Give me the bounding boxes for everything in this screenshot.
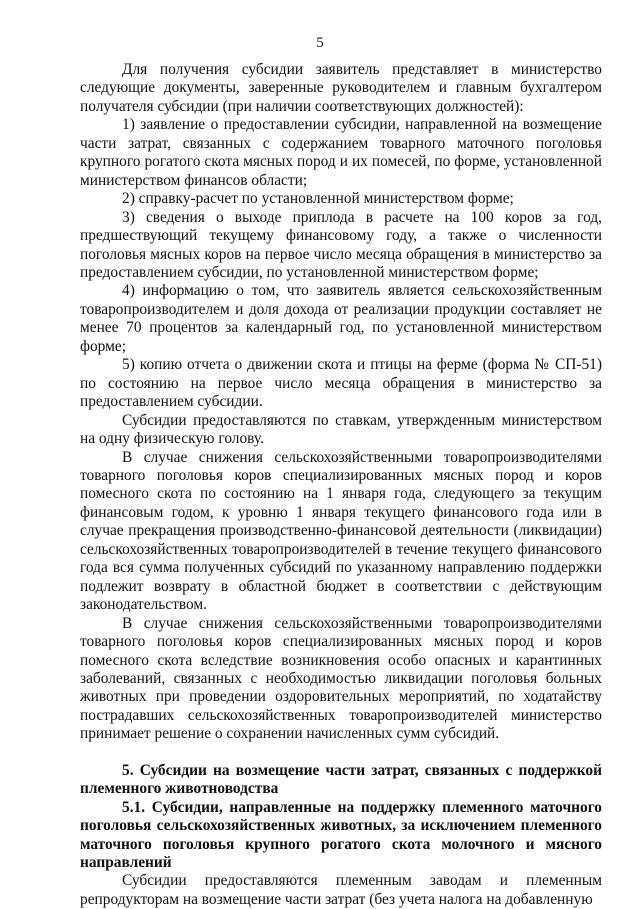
list-item-3: 3) сведения о выходе приплода в расчете на 100 коров за год, предшествующий текущему финансовому году, а также о численности поголовья мясных коров на первое число месяца обращения в министерство за предоставлением субсидии, по установленной министерством форме;	[80, 208, 602, 281]
subsection-heading: 5.1. Субсидии, направленные на поддержку племенного маточного поголовья сельскохозяйственных животных, за исключением племенного маточного поголовья крупного рогатого скота молочного и мясного направлений	[80, 798, 602, 872]
list-item-2: 2) справку-расчет по установленной министерством форме;	[122, 190, 514, 208]
list-item-1: 1) заявление о предоставлении субсидии, направленной на возмещение части затрат, связанных с содержанием товарного маточного поголовья крупного рогатого скота мясных пород и их помесей, по форме, установленной министерством финансов области;	[80, 116, 602, 189]
section-spacer	[80, 744, 602, 762]
paragraph-intro: Для получения субсидии заявитель представляет в министерство следующие документы, заверенные руководителем и главным бухгалтером получателя субсидии (при наличии соответствующих должностей):	[80, 61, 602, 115]
document-body	[80, 61, 602, 909]
list-item-5: 5) копию отчета о движении скота и птицы на ферме (форма № СП-51) по состоянию на первое число месяца обращения в министерство за предоставлением субсидии.	[80, 356, 602, 411]
paragraph-rates: Субсидии предоставляются по ставкам, утвержденным министерством на одну физическую голову.	[80, 411, 602, 448]
list-item-4: 4) информацию о том, что заявитель является сельскохозяйственным товаропроизводителем и доля дохода от реализации продукции составляет не менее 70 процентов за календарный год, по установленной министерством форме;	[80, 282, 602, 355]
paragraph-refund: В случае снижения сельскохозяйственными товаропроизводителями товарного поголовья коров специализированных мясных пород и коров помесного скота по состоянию на 1 января года, следующего за текущим финансовым годом, к уровню 1 января текущего финансового года или в случае прекращения производственно-финансовой деятельности (ликвидации) сельскохозяйственных товаропроизводителей в течение текущего финансового года вся сумма полученных субсидий по указанному направлению поддержки подлежит возврату в областной бюджет в соответствии с действующим законодательством.	[80, 448, 602, 614]
paragraph-final: Субсидии предоставляются племенным заводам и племенным репродукторам на возмещение части затрат (без учета налога на добавленную	[80, 872, 602, 908]
page-number: 5	[316, 35, 324, 51]
paragraph-disease: В случае снижения сельскохозяйственными товаропроизводителями товарного поголовья коров специализированных мясных пород и коров помесного скота вследствие возникновения особо опасных и карантинных заболеваний, связанных с необходимостью ликвидации поголовья больных животных при проведении оздоровительных мероприятий, по ходатайству пострадавших сельскохозяйственных товаропроизводителей министерство принимает решение о сохранении начисленных сумм субсидий.	[80, 614, 602, 743]
section-heading: 5. Субсидии на возмещение части затрат, связанных с поддержкой племенного животноводства	[80, 761, 602, 798]
